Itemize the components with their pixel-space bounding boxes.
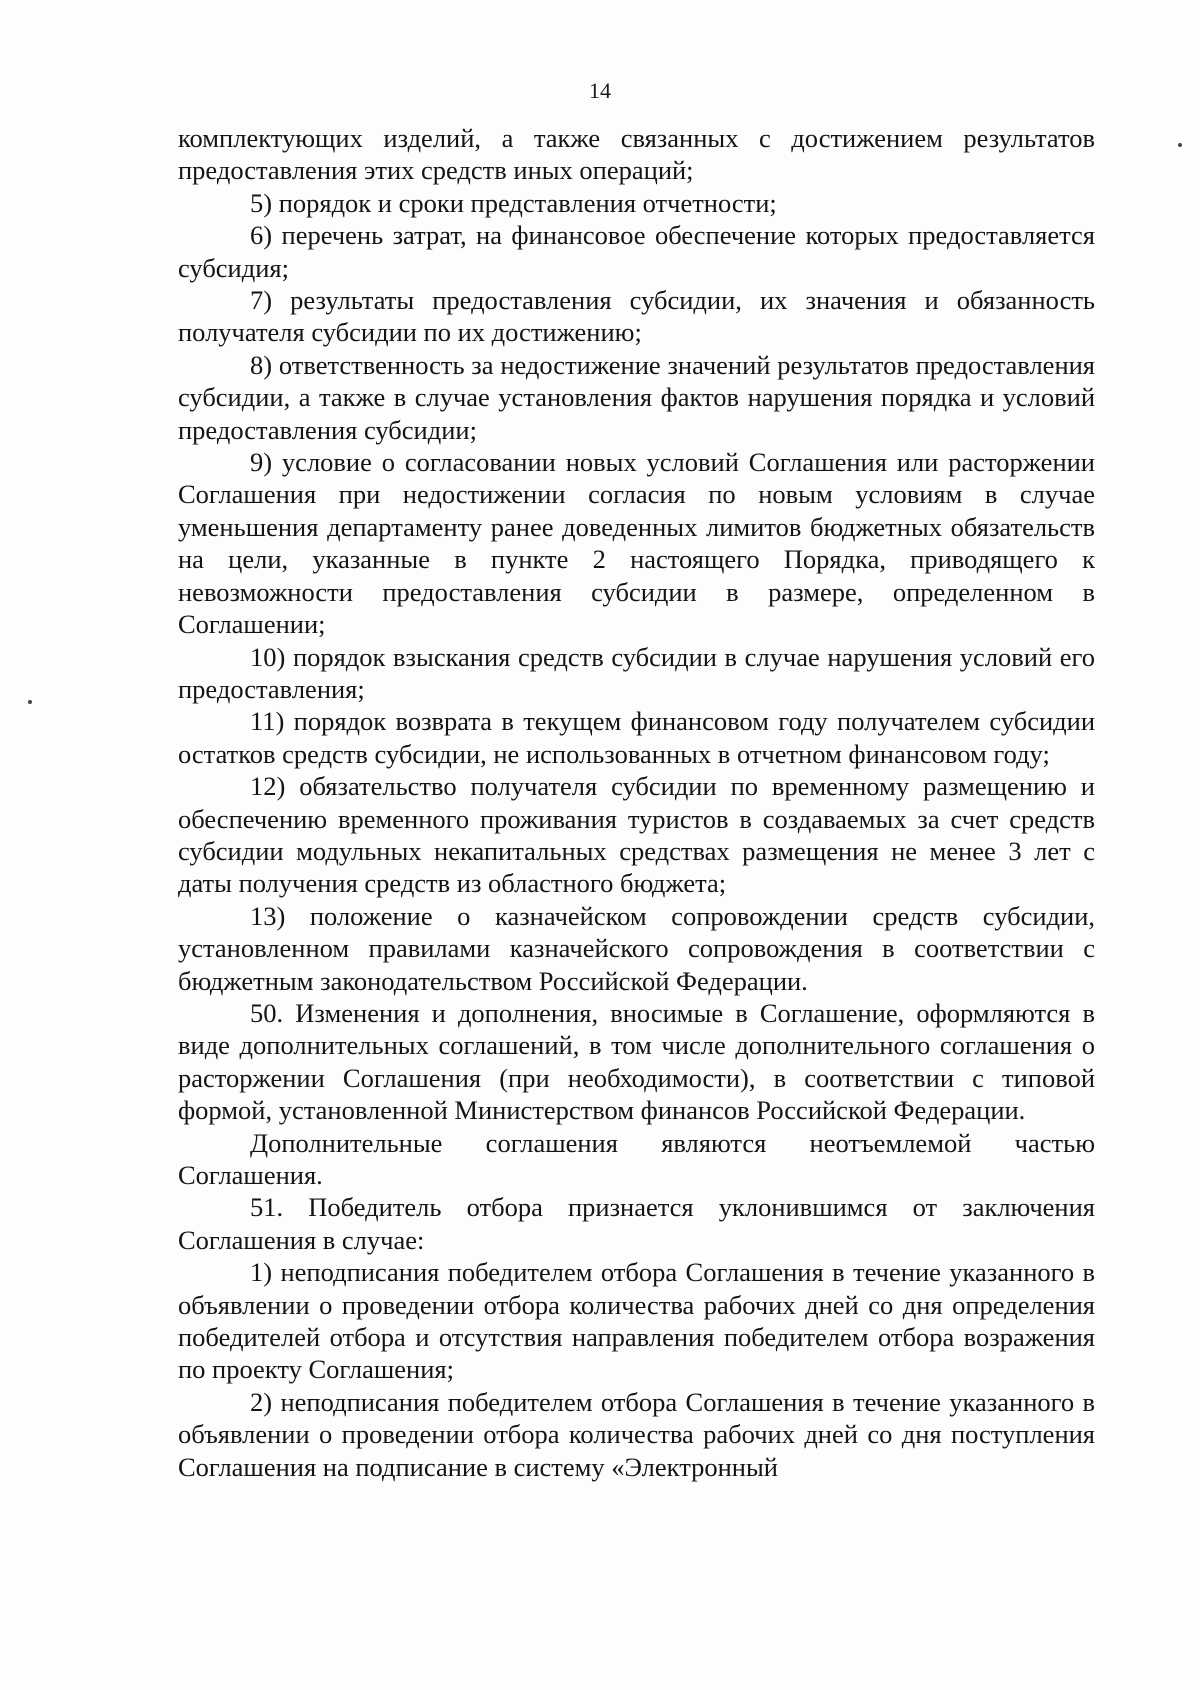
clause-51-item-1: 1) неподписания победителем отбора Соглашения в течение указанного в объявлении о проведении отбора количества рабочих дней со дня определения победителей отбора и отсутствия направления победителем отбора возражения по проекту Соглашения;: [178, 1257, 1095, 1385]
list-item-5: 5) порядок и сроки представления отчетности;: [250, 187, 777, 218]
clause-51-item-2: 2) неподписания победителем отбора Соглашения в течение указанного в объявлении о проведении отбора количества рабочих дней со дня поступления Соглашения на подписание в систему «Электронный: [178, 1386, 1095, 1482]
list-item-11: 11) порядок возврата в текущем финансовом году получателем субсидии остатков средств субсидии, не использованных в отчетном финансовом году;: [178, 706, 1095, 769]
document-body: [178, 122, 1095, 1483]
list-item-10: 10) порядок взыскания средств субсидии в случае нарушения условий его предоставления;: [178, 641, 1095, 704]
list-item-7: 7) результаты предоставления субсидии, их значения и обязанность получателя субсидии по их достижению;: [178, 285, 1095, 348]
clause-51: 51. Победитель отбора признается уклонившимся от заключения Соглашения в случае:: [178, 1192, 1095, 1255]
scan-speck: [28, 700, 32, 704]
paragraph-continuation: комплектующих изделий, а также связанных с достижением результатов предоставления этих средств иных операций;: [178, 123, 1095, 186]
scan-speck: [1178, 143, 1182, 147]
list-item-12: 12) обязательство получателя субсидии по временному размещению и обеспечению временного проживания туристов в создаваемых за счет средств субсидии модульных некапитальных средствах размещения не менее 3 лет с даты получения средств из областного бюджета;: [178, 771, 1095, 899]
list-item-8: 8) ответственность за недостижение значений результатов предоставления субсидии, а также в случае установления фактов нарушения порядка и условий предоставления субсидии;: [178, 349, 1095, 445]
list-item-13: 13) положение о казначейском сопровождении средств субсидии, установленном правилами казначейского сопровождения в соответствии с бюджетным законодательством Российской Федерации.: [178, 900, 1095, 996]
clause-50: 50. Изменения и дополнения, вносимые в Соглашение, оформляются в виде дополнительных соглашений, в том числе дополнительного соглашения о расторжении Соглашения (при необходимости), в соответствии с типовой формой, установленной Министерством финансов Российской Федерации.: [178, 997, 1095, 1126]
clause-50-note: Дополнительные соглашения являются неотъемлемой частью Соглашения.: [178, 1127, 1095, 1190]
list-item-9: 9) условие о согласовании новых условий Соглашения или расторжении Соглашения при недостижении согласия по новым условиям в случае уменьшения департаменту ранее доведенных лимитов бюджетных обязательств на цели, указанные в пункте 2 настоящего Порядка, приводящего к невозможности предоставления субсидии в размере, определенном в Соглашении;: [178, 447, 1095, 640]
page-number: 14: [589, 78, 611, 103]
list-item-6: 6) перечень затрат, на финансовое обеспечение которых предоставляется субсидия;: [178, 220, 1095, 283]
